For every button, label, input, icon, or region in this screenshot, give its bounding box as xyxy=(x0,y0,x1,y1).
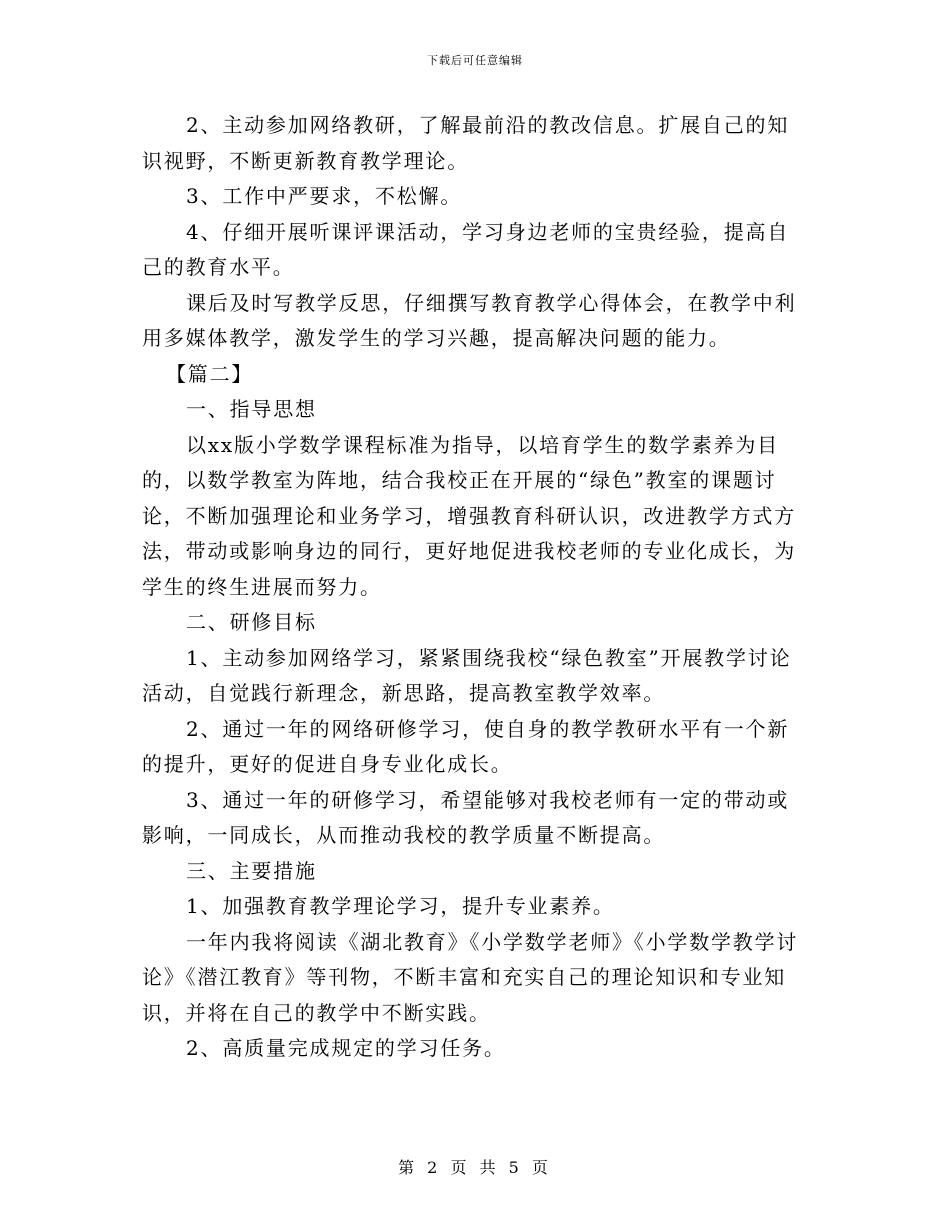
paragraph: 2、通过一年的网络研修学习，使自身的教学教研水平有一个新的提升，更好的促进自身专业化成长。 xyxy=(142,716,790,776)
paragraph: 2、主动参加网络教研，了解最前沿的教改信息。扩展自己的知识视野，不断更新教育教学理论。 xyxy=(142,113,790,173)
paragraph: 4、仔细开展听课评课活动，学习身边老师的宝贵经验，提高自己的教育水平。 xyxy=(142,219,790,279)
paragraph: 课后及时写教学反思，仔细撰写教育教学心得体会，在教学中利用多媒体教学，激发学生的学习兴趣，提高解决问题的能力。 xyxy=(142,290,797,350)
page-header-note: 下载后可任意编辑 xyxy=(427,54,523,67)
section-title-guiding-ideology: 一、指导思想 xyxy=(186,397,317,421)
document-body xyxy=(142,108,810,1067)
page-number-footer: 第 2 页 共 5 页 xyxy=(398,1158,552,1177)
paragraph: 以xx版小学数学课程标准为指导，以培育学生的数学素养为目的，以数学教室为阵地，结合我校正在开展的“绿色”教室的课题讨论，不断加强理论和业务学习，增强教育科研认识，改进教学方式方法，带动或影响身边的同行，更好地促进我校老师的专业化成长，为学生的终生进展而努力。 xyxy=(142,432,796,599)
section-title-training-goals: 二、研修目标 xyxy=(186,610,317,634)
section-heading-part-two: 【篇二】 xyxy=(166,361,254,386)
paragraph: 3、工作中严要求，不松懈。 xyxy=(186,184,463,208)
paragraph: 2、高质量完成规定的学习任务。 xyxy=(186,1036,506,1060)
paragraph: 一年内我将阅读《湖北教育》《小学数学老师》《小学数学教学讨论》《潜江教育》等刊物，不断丰富和充实自己的理论知识和专业知识，并将在自己的教学中不断实践。 xyxy=(142,929,799,1025)
paragraph: 1、加强教育教学理论学习，提升专业素养。 xyxy=(186,894,615,918)
section-title-main-measures: 三、主要措施 xyxy=(186,858,317,883)
paragraph: 1、主动参加网络学习，紧紧围绕我校“绿色教室”开展教学讨论活动，自觉践行新理念，新思路，提高教室教学效率。 xyxy=(142,645,792,705)
paragraph: 3、通过一年的研修学习，希望能够对我校老师有一定的带动或影响，一同成长，从而推动我校的教学质量不断提高。 xyxy=(142,787,790,847)
